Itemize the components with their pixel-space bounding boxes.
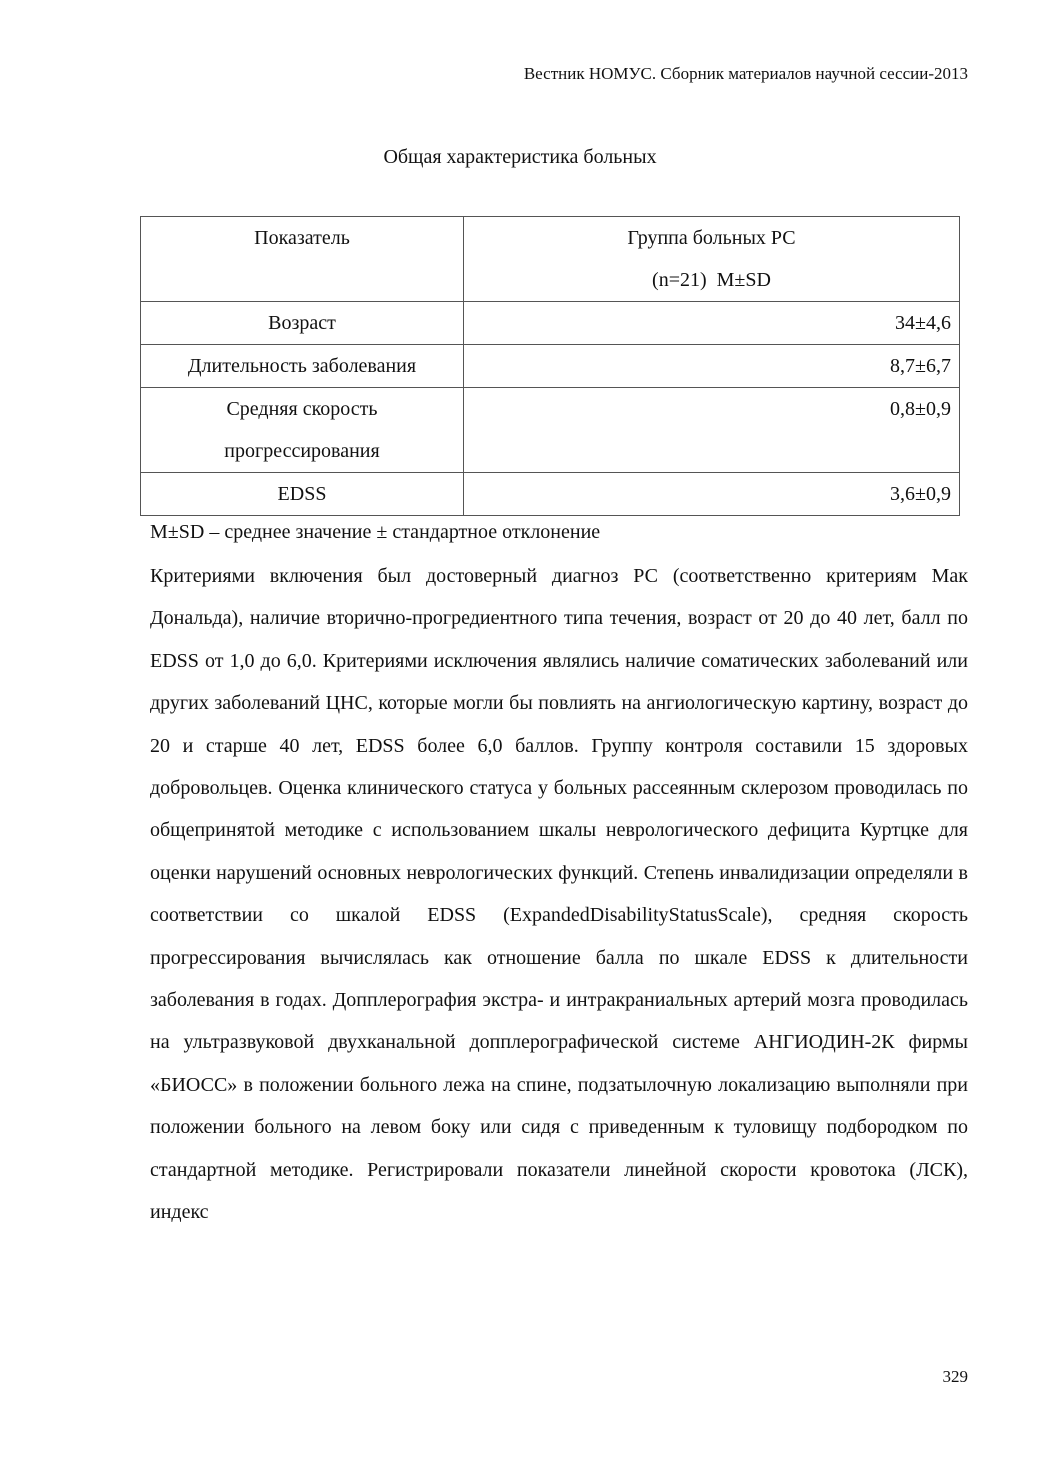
table-title: Общая характеристика больных (383, 146, 657, 168)
body-paragraph: Критериями включения был достоверный диагноз РС (соответственно критериям Мак Дональда), наличие вторично-прогредиентного типа течения, возраст от 20 до 40 лет, балл по EDSS от 1,0 до 6,0. Критериями исключения являлись наличие соматических заболеваний или других заболеваний ЦНС, которые могли бы повлиять на ангиологическую картину, возраст до 20 и старше 40 лет, EDSS более 6,0 баллов. Группу контроля составили 15 здоровых добровольцев. Оценка клинического статуса у больных рассеянным склерозом проводилась по общепринятой методике с использованием шкалы неврологического дефицита Куртцке для оценки нарушений основных неврологических функций. Степень инвалидизации определяли в соответствии со шкалой EDSS (ExpandedDisabilityStatusScale), средняя скорость прогрессирования вычислялась как отношение балла по шкале EDSS к длительности заболевания в годах. Допплерография экстра- и интракраниальных артерий мозга проводилась на ультразвуковой двухканальной допплерографической системе АНГИОДИН-2К фирмы «БИОСС» в положении больного лежа на спине, подзатылочную локализацию выполняли при положении больного на левом боку или сидя с приведенным к туловищу подбородком по стандартной методике. Регистрировали показатели линейной скорости кровотока (ЛСК), индекс (150, 565, 968, 1224)
column-header-group (464, 217, 960, 302)
row-value: 3,6±0,9 (464, 473, 960, 516)
table-row (141, 345, 960, 388)
row-label: Возраст (141, 302, 464, 345)
row-label: Длительность заболевания (141, 345, 464, 388)
table-row (141, 302, 960, 345)
table-row (141, 473, 960, 516)
row-label: Средняя скорость прогрессирования (141, 388, 464, 473)
row-value: 0,8±0,9 (464, 388, 960, 473)
page-number: 329 (942, 1367, 968, 1386)
running-head: Вестник НОМУС. Сборник материалов научной сессии-2013 (523, 64, 968, 83)
row-value: 34±4,6 (464, 302, 960, 345)
patient-characteristics-table (140, 216, 960, 516)
column-header-indicator: Показатель (141, 217, 464, 302)
column-header-group-stat: (n=21) M±SD (652, 269, 771, 291)
table-header-row (141, 217, 960, 302)
column-header-group-name: Группа больных РС (627, 227, 796, 249)
table-row (141, 388, 960, 473)
table-footnote: M±SD – среднее значение ± стандартное отклонение (150, 521, 601, 543)
row-label: EDSS (141, 473, 464, 516)
row-value: 8,7±6,7 (464, 345, 960, 388)
